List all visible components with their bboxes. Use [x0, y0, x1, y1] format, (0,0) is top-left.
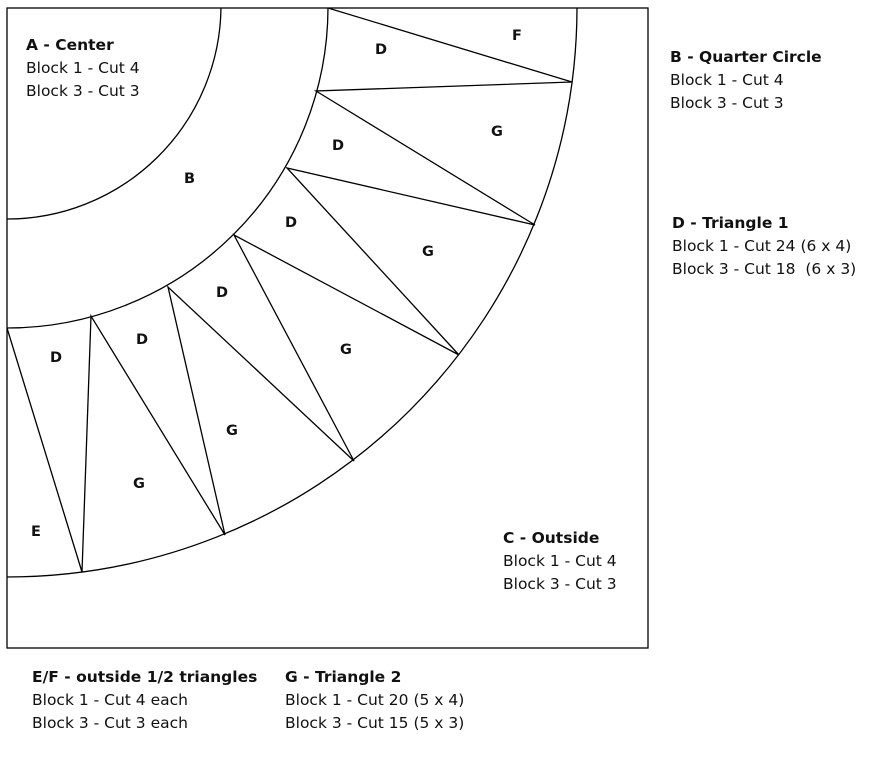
label-f: F	[512, 28, 522, 44]
legend-title: A - Center	[26, 36, 114, 54]
legend-line: Block 1 - Cut 24 (6 x 4)	[672, 237, 852, 255]
legend-line: Block 3 - Cut 3 each	[32, 714, 188, 732]
legend-outside-half-triangles	[32, 666, 257, 735]
label-g: G	[491, 124, 503, 140]
label-b: B	[184, 171, 196, 187]
legend-line: Block 3 - Cut 15 (5 x 3)	[285, 714, 465, 732]
legend-line: Block 3 - Cut 18 (6 x 3)	[672, 260, 857, 278]
legend-line: Block 3 - Cut 3	[26, 82, 140, 100]
legend-title: G - Triangle 2	[285, 668, 402, 686]
label-e: E	[31, 524, 41, 540]
legend-title: E/F - outside 1/2 triangles	[32, 668, 258, 686]
piece-labels	[31, 28, 522, 540]
label-d: D	[332, 138, 345, 154]
label-d: D	[375, 42, 388, 58]
legend-line: Block 1 - Cut 4	[26, 59, 140, 77]
label-d: D	[216, 285, 229, 301]
label-g: G	[422, 244, 434, 260]
legend-triangle-1	[672, 212, 856, 281]
legend-line: Block 3 - Cut 3	[670, 94, 784, 112]
legend-line: Block 3 - Cut 3	[503, 575, 617, 593]
label-g: G	[133, 476, 145, 492]
legend-quarter-circle	[670, 46, 822, 115]
legend-line: Block 1 - Cut 20 (5 x 4)	[285, 691, 465, 709]
legend-title: B - Quarter Circle	[670, 48, 822, 66]
legend-outside	[503, 527, 617, 596]
label-d: D	[285, 215, 298, 231]
label-d: D	[50, 350, 63, 366]
label-g: G	[226, 423, 238, 439]
legend-center	[26, 34, 140, 103]
legend-line: Block 1 - Cut 4	[503, 552, 617, 570]
legend-line: Block 1 - Cut 4 each	[32, 691, 188, 709]
legend-title: C - Outside	[503, 529, 600, 547]
legend-triangle-2	[285, 666, 464, 735]
label-g: G	[340, 342, 352, 358]
legend-line: Block 1 - Cut 4	[670, 71, 784, 89]
label-d: D	[136, 332, 149, 348]
legend-title: D - Triangle 1	[672, 214, 789, 232]
